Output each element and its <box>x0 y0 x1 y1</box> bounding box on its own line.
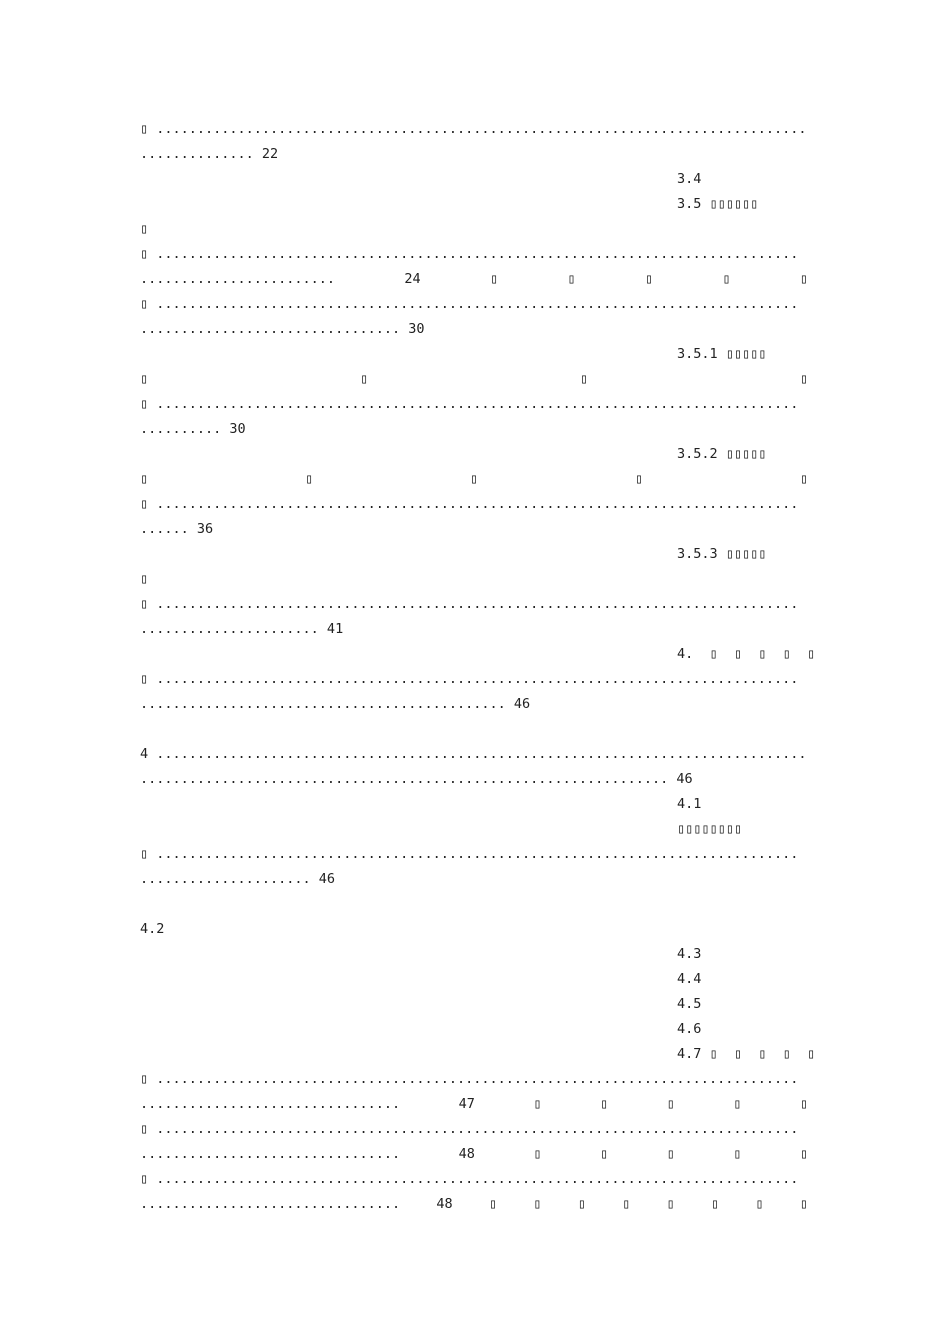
toc-line: ▯ ................................................................................ <box>140 121 807 137</box>
toc-cell: ▯ <box>599 1096 609 1112</box>
toc-cell: ▯ <box>469 471 479 487</box>
toc-cell: ▯ <box>533 1146 542 1162</box>
toc-cell: ........................ <box>140 271 336 287</box>
toc-cell: ▯ <box>644 271 654 287</box>
toc-line: .............. 22 <box>140 146 279 162</box>
toc-cell: ▯ <box>710 1196 720 1212</box>
toc-line: 4 ................................................................................ <box>140 746 807 762</box>
toc-line: ▯ ............................................................................... <box>140 846 799 862</box>
toc-cell: ▯ <box>733 1146 742 1162</box>
toc-cell: ▯ <box>733 1096 742 1112</box>
toc-line: 3.5.2 ▯▯▯▯▯ <box>677 446 767 462</box>
toc-cell: ▯ <box>359 371 369 387</box>
toc-cell: 48 <box>458 1146 475 1162</box>
toc-cell: ▯ <box>799 1096 808 1112</box>
toc-cell: ................................ <box>140 1196 401 1212</box>
toc-line: 4.6 <box>677 1021 702 1037</box>
toc-cell: 24 <box>404 271 421 287</box>
toc-spread-row <box>140 1196 808 1212</box>
toc-line: ▯ ............................................................................... <box>140 671 799 687</box>
toc-line: 4.1 <box>677 796 702 812</box>
toc-cell: ▯ <box>488 1196 498 1212</box>
toc-cell: ▯ <box>140 471 149 487</box>
toc-cell: 48 <box>436 1196 453 1212</box>
toc-line: ▯ ............................................................................... <box>140 246 799 262</box>
toc-cell: ................................ <box>140 1096 401 1112</box>
toc-line: 4.4 <box>677 971 702 987</box>
toc-line: ▯ ............................................................................... <box>140 296 799 312</box>
toc-cell: ▯ <box>533 1096 542 1112</box>
toc-cell: ▯ <box>799 471 808 487</box>
toc-spread-row <box>140 271 808 287</box>
toc-line: 4.2 <box>140 921 165 937</box>
toc-cell: ▯ <box>533 1196 542 1212</box>
toc-cell: ▯ <box>489 271 499 287</box>
toc-cell: ▯ <box>599 1146 609 1162</box>
toc-line: 3.5.1 ▯▯▯▯▯ <box>677 346 767 362</box>
toc-line: .......... 30 <box>140 421 246 437</box>
toc-line: 4.3 <box>677 946 702 962</box>
toc-line: ...... 36 <box>140 521 214 537</box>
toc-line: ................................ 30 <box>140 321 425 337</box>
toc-cell: ▯ <box>666 1096 675 1112</box>
toc-cell: ▯ <box>579 371 589 387</box>
toc-line: 3.4 <box>677 171 702 187</box>
toc-cell: ▯ <box>755 1196 764 1212</box>
toc-line: ▯ ............................................................................... <box>140 496 799 512</box>
toc-line: ▯ ............................................................................... <box>140 596 799 612</box>
toc-spread-row <box>140 471 808 487</box>
toc-cell: ▯ <box>799 271 808 287</box>
toc-cell: ▯ <box>634 471 643 487</box>
toc-line: 3.5.3 ▯▯▯▯▯ <box>677 546 767 562</box>
toc-spread-row <box>140 1146 808 1162</box>
toc-line: ▯▯▯▯▯▯▯▯ <box>677 821 743 837</box>
toc-line: ▯ ............................................................................... <box>140 396 799 412</box>
toc-cell: ................................ <box>140 1146 401 1162</box>
toc-line: ▯ ............................................................................... <box>140 1071 799 1087</box>
toc-line: ...................... 41 <box>140 621 344 637</box>
toc-line: ▯ ............................................................................... <box>140 1121 799 1137</box>
toc-cell: ▯ <box>799 371 808 387</box>
toc-spread-row <box>140 1096 808 1112</box>
toc-line: ............................................. 46 <box>140 696 531 712</box>
toc-cell: ▯ <box>577 1196 586 1212</box>
toc-line: 3.5 ▯▯▯▯▯▯ <box>677 196 759 212</box>
toc-line: 4.5 <box>677 996 702 1012</box>
toc-line: ▯ <box>140 221 149 237</box>
toc-cell: ▯ <box>722 271 731 287</box>
toc-cell: ▯ <box>140 371 149 387</box>
toc-line: ▯ ............................................................................... <box>140 1171 799 1187</box>
toc-cell: ▯ <box>304 471 314 487</box>
toc-cell: ▯ <box>666 1196 675 1212</box>
toc-line: 4. ▯ ▯ ▯ ▯ ▯ <box>677 646 816 662</box>
toc-line: ..................... 46 <box>140 871 336 887</box>
toc-cell: ▯ <box>666 1146 675 1162</box>
toc-spread-row <box>140 371 808 387</box>
toc-line: ................................................................. 46 <box>140 771 693 787</box>
toc-line: 4.7 ▯ ▯ ▯ ▯ ▯ <box>677 1046 816 1062</box>
toc-line: ▯ <box>140 571 149 587</box>
toc-cell: 47 <box>458 1096 475 1112</box>
toc-cell: ▯ <box>567 271 576 287</box>
toc-cell: ▯ <box>622 1196 631 1212</box>
toc-cell: ▯ <box>799 1146 808 1162</box>
toc-cell: ▯ <box>799 1196 808 1212</box>
